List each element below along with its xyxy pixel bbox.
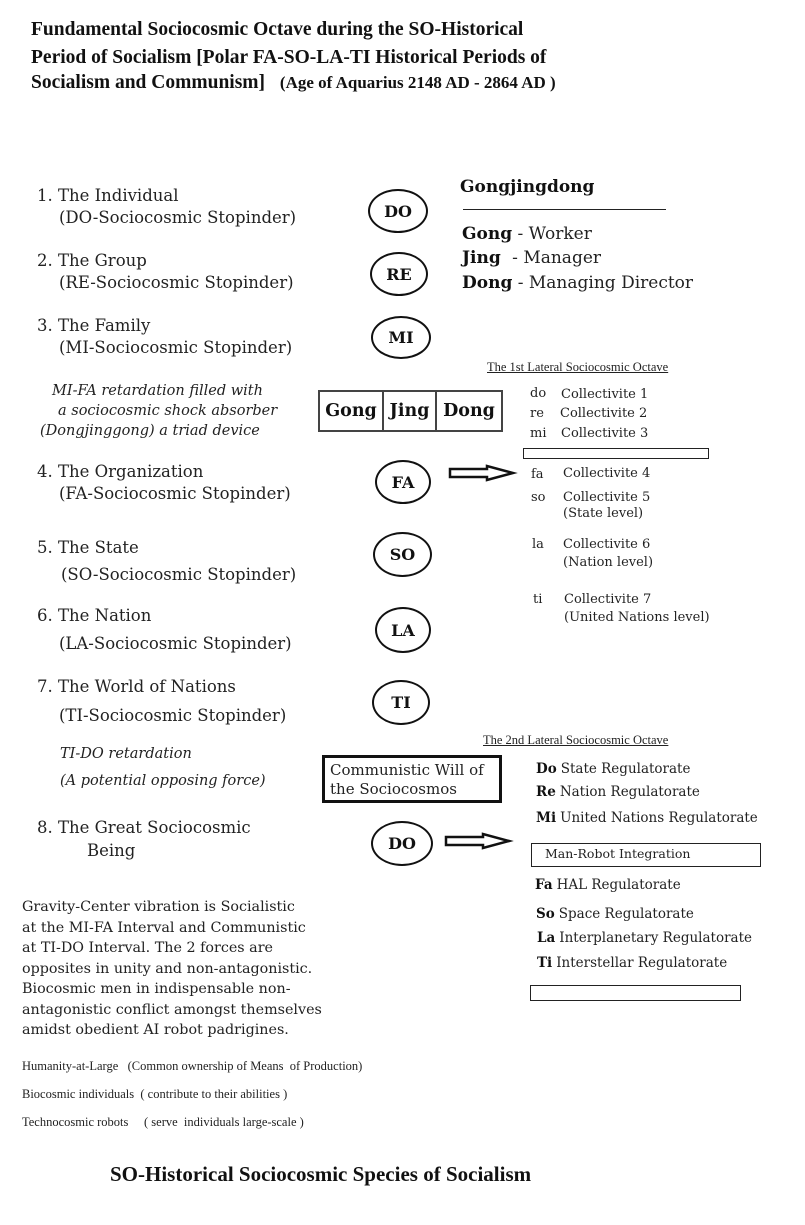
footnote-biocosmic: Biocosmic individuals ( contribute to their abilities ) <box>22 1087 288 1101</box>
stopinder-1-name: 1. The Individual <box>37 186 179 205</box>
lateral1-note-mi: mi <box>530 426 547 441</box>
label: Interstellar Regulatorate <box>556 955 728 971</box>
lateral1-label: Collectivite 3 <box>561 426 649 441</box>
stopinder-4-name: 4. The Organization <box>37 462 204 481</box>
stopinder-3-sub: (MI-Sociocosmic Stopinder) <box>59 338 293 357</box>
term: Gong <box>462 224 513 244</box>
stopinder-3-name: 3. The Family <box>37 316 151 335</box>
mi-fa-line-1: MI-FA retardation filled with <box>52 383 263 399</box>
lateral2-item <box>536 761 690 777</box>
separator: - <box>517 273 524 293</box>
gongjingdong-item <box>462 222 592 246</box>
lateral1-label: Collectivite 1 <box>561 387 649 402</box>
footnote-technocosmic: Technocosmic robots ( serve individuals large-scale ) <box>22 1115 304 1129</box>
note-oval-do: DO <box>368 189 428 233</box>
gongjingdong-title: Gongjingdong <box>460 177 595 197</box>
title-line-3 <box>31 71 556 95</box>
note-oval-la: LA <box>375 607 431 653</box>
lateral1-sub: (United Nations level) <box>564 610 710 625</box>
lateral1-note-ti: ti <box>533 592 543 607</box>
paragraph-line: at TI-DO Interval. The 2 forces are <box>22 940 274 956</box>
paragraph-line: Biocosmic men in indispensable non- <box>22 981 291 997</box>
ti-do-line-1: TI-DO retardation <box>60 746 192 762</box>
stopinder-8-sub: Being <box>87 841 136 860</box>
stopinder-7-sub: (TI-Sociocosmic Stopinder) <box>59 706 287 725</box>
note: So <box>536 906 555 922</box>
paragraph-line: opposites in unity and non-antagonistic. <box>22 960 313 977</box>
man-robot-integration-box: Man-Robot Integration <box>531 843 761 867</box>
lateral1-label: Collectivite 7 <box>564 592 652 607</box>
label: United Nations Regulatorate <box>560 810 758 826</box>
lateral2-heading: The 2nd Lateral Sociocosmic Octave <box>483 733 669 747</box>
label: Space Regulatorate <box>558 906 694 922</box>
note-oval-mi: MI <box>371 316 431 359</box>
meaning: Managing Director <box>528 273 694 293</box>
will-line-1: Communistic Will of <box>330 761 484 779</box>
note: Fa <box>535 877 553 893</box>
footnote-humanity: Humanity-at-Large (Common ownership of Means of Production) <box>22 1059 363 1073</box>
stopinder-2-name: 2. The Group <box>37 251 147 270</box>
right-arrow-icon <box>449 465 515 481</box>
note: Ti <box>537 955 553 971</box>
triad-gong: Gong <box>320 392 384 430</box>
lateral1-sub: (State level) <box>563 506 644 521</box>
note: Do <box>536 761 557 777</box>
lateral1-heading: The 1st Lateral Sociocosmic Octave <box>487 360 669 374</box>
lateral1-label: Collectivite 2 <box>560 406 648 421</box>
term: Jing <box>462 248 501 268</box>
lateral1-note-re: re <box>530 406 544 421</box>
paragraph-line: at the MI-FA Interval and Communistic <box>22 919 306 936</box>
lateral1-label: Collectivite 6 <box>563 537 651 552</box>
title-line-2: Period of Socialism [Polar FA-SO-LA-TI Historical Periods of <box>31 47 547 68</box>
gongjingdong-item <box>462 271 693 295</box>
lateral1-note-fa: fa <box>531 467 544 482</box>
note-oval-fa: FA <box>375 460 431 504</box>
stopinder-1-sub: (DO-Sociocosmic Stopinder) <box>59 208 297 227</box>
mi-fa-line-3: (Dongjinggong) a triad device <box>40 423 260 439</box>
stopinder-6-name: 6. The Nation <box>37 606 152 625</box>
gongjingdong-divider <box>463 209 666 210</box>
stopinder-4-sub: (FA-Sociocosmic Stopinder) <box>59 484 291 503</box>
lateral1-interval-box <box>523 448 709 459</box>
note-oval-do-upper: DO <box>371 821 433 866</box>
note-oval-ti: TI <box>372 680 430 725</box>
title-line-1: Fundamental Sociocosmic Octave during the SO-Historical <box>31 19 524 40</box>
lateral2-item <box>535 877 681 893</box>
lateral1-sub: (Nation level) <box>563 555 654 570</box>
lateral2-item <box>536 906 694 922</box>
lateral1-note-do: do <box>530 386 547 401</box>
meaning: Manager <box>523 248 602 268</box>
meaning: Worker <box>528 224 592 244</box>
title-line-3-main: Socialism and Communism] <box>31 72 266 93</box>
note: La <box>537 930 556 946</box>
note: Mi <box>536 810 557 826</box>
stopinder-8-name: 8. The Great Sociocosmic <box>37 818 251 837</box>
lateral1-note-la: la <box>532 537 544 552</box>
stopinder-5-name: 5. The State <box>37 538 139 557</box>
bottom-title: SO-Historical Sociocosmic Species of Socialism <box>110 1162 532 1186</box>
note-oval-re: RE <box>370 252 428 296</box>
paragraph-line: amidst obedient AI robot padrigines. <box>22 1022 289 1038</box>
lateral1-note-so: so <box>531 490 546 505</box>
lateral2-item <box>537 955 727 971</box>
triad-dong: Dong <box>443 401 495 421</box>
stopinder-5-sub: (SO-Sociocosmic Stopinder) <box>61 565 297 584</box>
lateral1-label: Collectivite 5 <box>563 490 651 505</box>
title-age-range: (Age of Aquarius 2148 AD - 2864 AD ) <box>279 73 556 92</box>
stopinder-7-name: 7. The World of Nations <box>37 677 236 696</box>
separator: - <box>517 224 524 244</box>
note-oval-so: SO <box>373 532 432 577</box>
note: Re <box>536 784 556 800</box>
label: HAL Regulatorate <box>556 877 681 893</box>
label: Interplanetary Regulatorate <box>559 930 753 946</box>
will-line-2: the Sociocosmos <box>330 780 457 798</box>
lateral2-item <box>536 810 758 826</box>
paragraph <box>22 897 322 1041</box>
stopinder-2-sub: (RE-Sociocosmic Stopinder) <box>59 273 294 292</box>
label: State Regulatorate <box>560 761 691 777</box>
right-arrow-icon <box>445 833 511 849</box>
lateral2-item <box>536 784 700 800</box>
lateral1-label: Collectivite 4 <box>563 466 651 481</box>
lateral2-item <box>537 930 752 946</box>
gongjingdong-item <box>462 246 601 270</box>
paragraph-line: Gravity-Center vibration is Socialistic <box>22 899 295 915</box>
stopinder-6-sub: (LA-Sociocosmic Stopinder) <box>59 634 292 653</box>
term: Dong <box>462 273 513 293</box>
mi-fa-line-2: a sociocosmic shock absorber <box>58 403 278 419</box>
label: Nation Regulatorate <box>559 784 700 800</box>
triad-jing: Jing <box>384 392 437 430</box>
lateral2-end-box <box>530 985 741 1001</box>
separator: - <box>512 248 518 268</box>
communistic-will-box <box>322 755 502 803</box>
ti-do-line-2: (A potential opposing force) <box>60 773 266 789</box>
paragraph-line: antagonistic conflict amongst themselves <box>22 1001 322 1018</box>
triad-device <box>318 390 503 432</box>
